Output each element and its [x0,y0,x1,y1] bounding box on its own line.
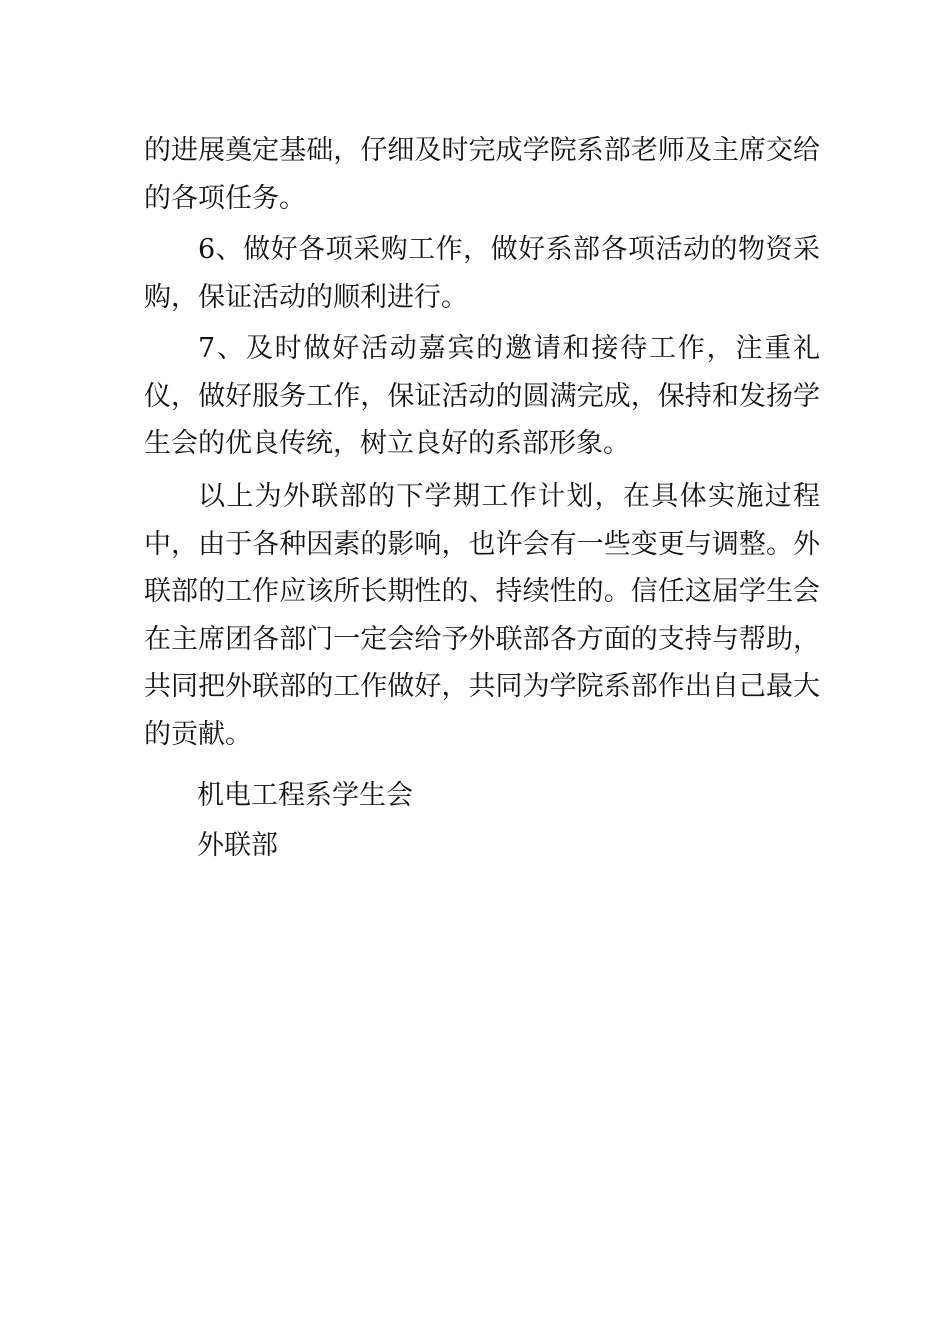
paragraph-item-7: 7、及时做好活动嘉宾的邀请和接待工作，注重礼仪，做好服务工作，保证活动的圆满完成，保持和发扬学生会的优良传统，树立良好的系部形象。 [144,333,820,459]
paragraph-item-6: 6、做好各项采购工作，做好系部各项活动的物资采购，保证活动的顺利进行。 [144,234,820,313]
paragraph-continuation: 的进展奠定基础，仔细及时完成学院系部老师及主席交给的各项任务。 [144,135,820,214]
paragraph-conclusion: 以上为外联部的下学期工作计划，在具体实施过程中，由于各种因素的影响，也许会有一些变更与调整。外联部的工作应该所长期性的、持续性的。信任这届学生会在主席团各部门一定会给予外联部各方面的支持与帮助，共同把外联部的工作做好，共同为学院系部作出自己最大的贡献。 [144,481,820,750]
signature-department: 外联部 [197,830,278,861]
signature-organization: 机电工程系学生会 [197,780,413,811]
